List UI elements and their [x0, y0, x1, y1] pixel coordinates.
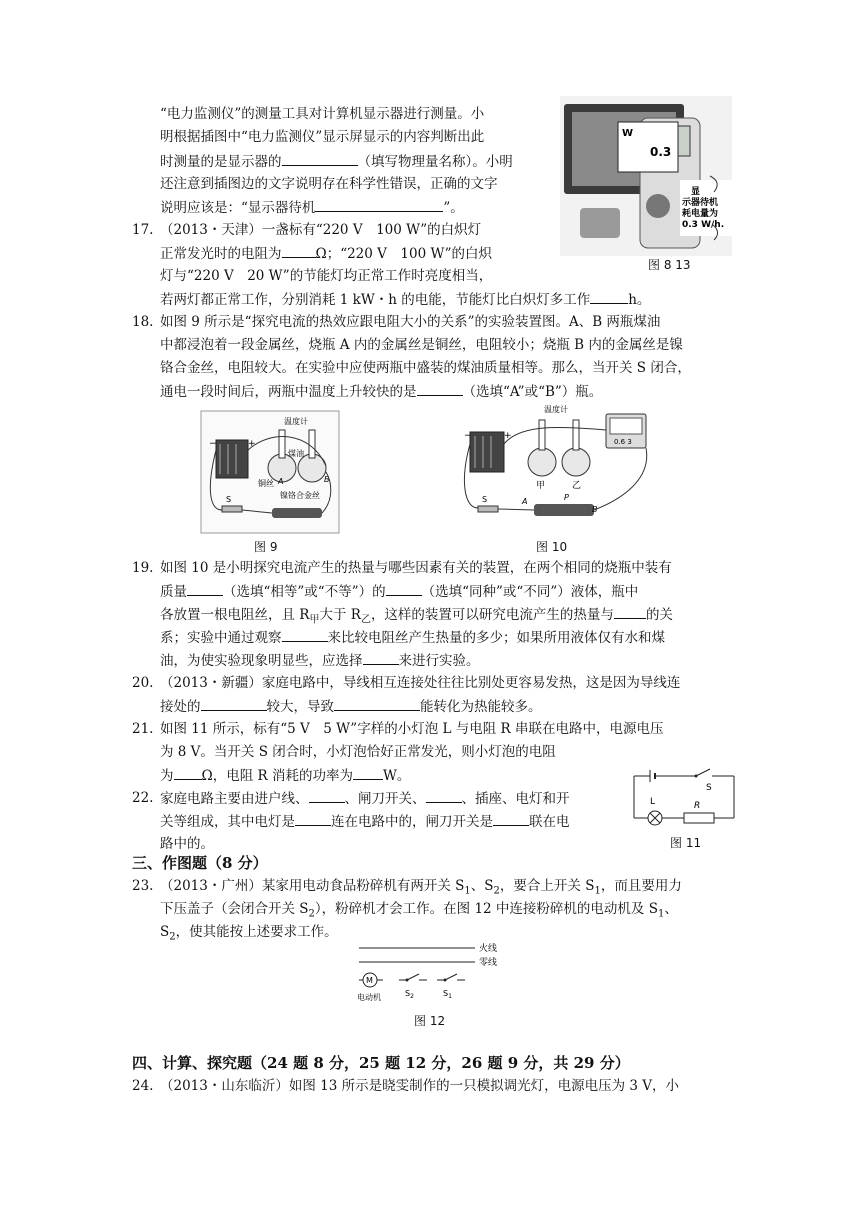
- q21-blank-2: [353, 765, 383, 780]
- q21-blank-1: [174, 765, 202, 780]
- q20-blank-2: [334, 696, 420, 711]
- fig9-nichrome-label: 镍铬合金丝: [280, 491, 320, 500]
- q17-text-b: Ω；“220 V 100 W”的白炽: [315, 246, 492, 262]
- q16-line-1: “电力监测仪”的测量工具对计算机显示器进行测量。小: [160, 106, 485, 122]
- svg-text:−: −: [464, 431, 472, 441]
- q17-text-d: h。: [628, 292, 651, 308]
- q23-sub-3: 1: [594, 885, 601, 897]
- q17-line-3: 灯与“220 V 20 W”的节能灯均正常工作时亮度相当，: [160, 268, 493, 284]
- q19-line-4: [160, 627, 665, 648]
- q17-blank-1: [282, 243, 316, 258]
- section-3-heading: 三、作图题（8 分）: [132, 854, 268, 872]
- fig8-reading: 0.3: [650, 145, 672, 159]
- q22-text-f: 联在电: [529, 814, 570, 830]
- fig11-label-l: L: [650, 797, 656, 807]
- fig10-label-a: A: [522, 497, 528, 506]
- fig12-motor-label: 电动机: [357, 993, 381, 1002]
- q23-sub-5: 1: [657, 908, 665, 920]
- q23-text-i: ，使其能按上述要求工作。: [175, 924, 338, 940]
- q19-text-k: 来进行实验。: [398, 653, 480, 669]
- q24-number: 24.: [132, 1078, 154, 1094]
- figure-8-illustration: [560, 96, 732, 256]
- q22-line-1: [160, 788, 570, 809]
- q22-blank-2: [426, 788, 462, 803]
- q18-line-2: 中都浸泡着一段金属丝，烧瓶 A 内的金属丝是铜丝，电阻较小；烧瓶 B 内的金属丝是镍: [160, 337, 683, 353]
- q23-text-f: ），粉碎机才会工作。在图 12 中连接粉碎机的电动机及 S: [314, 901, 658, 917]
- fig10-caption: 图 10: [536, 540, 568, 554]
- fig12-s1-label: S: [443, 989, 449, 998]
- fig9-label-a: A: [278, 477, 284, 486]
- q23-line-2: [160, 899, 678, 925]
- q23-text-c: ，要合上开关 S: [499, 878, 595, 894]
- svg-text:S2: [405, 989, 414, 1000]
- q19-text-g: 的关: [645, 607, 673, 623]
- figure-12-wiring: [355, 940, 515, 1004]
- q19-text-d: 各放置一根电阻丝，且 R: [160, 607, 310, 623]
- q21-line-2: 为 8 V。当开关 S 闭合时，小灯泡恰好正常发光，则小灯泡的电阻: [160, 744, 556, 760]
- fig9-label-s: S: [226, 495, 232, 504]
- q18-text-a: 通电一段时间后，两瓶中温度上升较快的是: [160, 384, 417, 400]
- q20-text-c: 能转化为热能较多。: [420, 699, 542, 715]
- q19-line-2: [160, 581, 638, 602]
- q16-blank-1: [282, 151, 358, 166]
- q20-blank-1: [201, 696, 267, 711]
- svg-text:+: +: [504, 431, 512, 441]
- fig10-yi-label: 乙: [572, 481, 582, 491]
- fig11-label-s: S: [706, 783, 712, 793]
- fig12-s1-sub: 1: [448, 993, 452, 1000]
- q22-text-c: 、插座、电灯和开: [461, 791, 570, 807]
- q23-sub-6: 2: [169, 931, 176, 943]
- svg-text:−: −: [209, 439, 217, 449]
- svg-text:S1: [443, 989, 452, 1000]
- q22-text-b: 、闸刀开关、: [344, 791, 426, 807]
- q18-blank-1: [417, 381, 463, 396]
- q16-line-4: 还注意到插图边的文字说明存在科学性错误，正确的文字: [160, 176, 498, 192]
- q22-blank-3: [295, 811, 331, 826]
- q20-number: 20.: [132, 675, 154, 691]
- q18-line-3: 铬合金丝，电阻较大。在实验中应使两瓶中盛装的煤油质量相等。那么，当开关 S 闭合，: [160, 360, 691, 376]
- q19-blank-3: [614, 604, 646, 619]
- q18-line-1: 如图 9 所示是“探究电流的热效应跟电阻大小的关系”的实验装置图。A、B 两瓶煤油: [160, 314, 661, 330]
- q23-text-g: 、: [664, 901, 678, 917]
- fig10-meter-scale: 0.6 3: [614, 438, 632, 446]
- q23-line-1: [160, 876, 682, 902]
- q19-blank-4: [282, 627, 328, 642]
- q19-blank-1: [187, 581, 223, 596]
- fig8-note-4: 0.3 W/h.: [682, 220, 725, 230]
- fig12-live-label: 火线: [479, 944, 498, 954]
- fig12-neutral-label: 零线: [479, 958, 498, 968]
- q22-line-3: 路中的。: [160, 836, 214, 852]
- q23-line-3: [160, 922, 338, 948]
- q19-sub-yi: 乙: [360, 614, 371, 626]
- q23-text-a: （2013・广州）某家用电动食品粉碎机有两开关 S: [160, 878, 465, 894]
- fig12-s2-label: S: [405, 989, 411, 998]
- q18-text-b: （选填“A”或“B”）瓶。: [462, 384, 603, 400]
- fig10-thermometer-label: 温度计: [544, 405, 568, 414]
- q23-sub-2: 2: [493, 885, 500, 897]
- q17-text-a: 正常发光时的电阻为: [160, 246, 282, 262]
- q21-line-3: [160, 765, 410, 786]
- fig8-unit: W: [622, 128, 634, 139]
- fig9-copper-label: 铜丝: [258, 479, 274, 488]
- q16-line-3: [160, 151, 513, 172]
- fig11-caption: 图 11: [670, 836, 702, 850]
- q23-sub-4: 2: [308, 908, 315, 920]
- q20-line-1: （2013・新疆）家庭电路中，导线相互连接处往往比别处更容易发热，这是因为导线连: [160, 675, 681, 691]
- q21-number: 21.: [132, 721, 154, 737]
- section-4-heading: 四、计算、探究题（24 题 8 分，25 题 12 分，26 题 9 分，共 29 分）: [132, 1054, 630, 1072]
- q22-number: 22.: [132, 790, 154, 806]
- fig10-jia-label: 甲: [536, 481, 546, 491]
- q17-line-1: （2013・天津）一盏标有“220 V 100 W”的白炽灯: [160, 222, 482, 238]
- q19-blank-2: [386, 581, 422, 596]
- q16-text-c: 说明应该是：“显示器待机: [160, 200, 316, 216]
- q19-text-b: （选填“相等”或“不等”）的: [223, 584, 386, 600]
- q17-line-2: [160, 243, 492, 264]
- fig10-label-b: B: [592, 505, 598, 514]
- q19-text-c: （选填“同种”或“不同”）液体，瓶中: [421, 584, 639, 600]
- q22-text-d: 关等组成，其中电灯是: [160, 814, 295, 830]
- q19-line-5: [160, 650, 480, 671]
- fig12-caption: 图 12: [414, 1014, 446, 1028]
- q23-text-e: 下压盖子（会闭合开关 S: [160, 901, 309, 917]
- q16-text-b: （填写物理量名称）。小明: [357, 154, 513, 170]
- q16-text-d: ”。: [443, 200, 464, 216]
- q16-blank-2: [315, 197, 443, 212]
- fig10-label-s: S: [482, 495, 488, 504]
- q19-text-f: ，这样的装置可以研究电流产生的热量与: [370, 607, 614, 623]
- fig8-note-2: 示器待机: [682, 198, 719, 208]
- q19-text-e: 大于 R: [319, 607, 361, 623]
- q23-text-b: 、S: [470, 878, 494, 894]
- q17-blank-2: [590, 289, 628, 304]
- q19-sub-jia: 甲: [309, 614, 320, 626]
- q21-text-b: Ω，电阻 R 消耗的功率为: [201, 768, 353, 784]
- q17-number: 17.: [132, 222, 154, 238]
- fig8-caption: 图 8 13: [648, 258, 691, 272]
- q21-line-1: 如图 11 所示，标有“5 V 5 W”字样的小灯泡 L 与电阻 R 串联在电路中，电源电压: [160, 721, 664, 737]
- fig8-note-3: 耗电量为: [682, 209, 719, 219]
- q20-line-2: [160, 696, 542, 717]
- q21-text-c: W。: [382, 768, 411, 784]
- q16-line-2: 明根据插图中“电力监测仪”显示屏显示的内容判断出此: [160, 129, 485, 145]
- q16-text-a: 时测量的是显示器的: [160, 154, 282, 170]
- q17-line-4: [160, 289, 650, 310]
- figure-9-diagram: [200, 410, 340, 534]
- q17-text-c: 若两灯都正常工作，分别消耗 1 kW・h 的电能，节能灯比白炽灯多工作: [160, 292, 591, 308]
- q19-text-a: 质量: [160, 584, 187, 600]
- svg-text:+: +: [248, 439, 256, 449]
- q19-number: 19.: [132, 560, 154, 576]
- q23-text-h: S: [160, 924, 170, 940]
- q19-text-i: 来比较电阻丝产生热量的多少；如果所用液体仅有水和煤: [327, 630, 665, 646]
- q19-text-j: 油，为使实验现象明显些，应选择: [160, 653, 363, 669]
- fig9-caption: 图 9: [254, 540, 278, 554]
- q22-blank-4: [493, 811, 529, 826]
- figure-10-diagram: [460, 400, 660, 534]
- q21-text-a: 为: [160, 768, 174, 784]
- fig9-thermometer-label: 温度计: [284, 417, 308, 426]
- q24-line-1: （2013・山东临沂）如图 13 所示是晓雯制作的一只模拟调光灯，电源电压为 3 V，小: [160, 1078, 680, 1094]
- q22-text-e: 连在电路中的，闸刀开关是: [331, 814, 493, 830]
- q19-line-1: 如图 10 是小明探究电流产生的热量与哪些因素有关的装置，在两个相同的烧瓶中装有: [160, 560, 672, 576]
- q16-line-5: [160, 197, 464, 218]
- fig12-motor-symbol: M: [366, 976, 373, 985]
- figure-11-circuit: [630, 766, 740, 828]
- fig10-label-p: P: [564, 493, 569, 502]
- q23-number: 23.: [132, 878, 154, 894]
- fig8-note-1: 显: [691, 187, 701, 197]
- fig9-label-b: B: [324, 475, 330, 484]
- q23-sub-1: 1: [464, 885, 471, 897]
- q19-blank-5: [363, 650, 399, 665]
- fig11-label-r: R: [694, 801, 701, 811]
- q23-text-d: ，而且要用力: [600, 878, 682, 894]
- q18-number: 18.: [132, 314, 154, 330]
- q22-line-2: [160, 811, 570, 832]
- q20-text-b: 较大，导致: [266, 699, 334, 715]
- q19-text-h: 系；实验中通过观察: [160, 630, 282, 646]
- fig9-kerosene-label: 煤油: [288, 449, 304, 458]
- q20-text-a: 接处的: [160, 699, 201, 715]
- q22-text-a: 家庭电路主要由进户线、: [160, 791, 309, 807]
- fig12-s2-sub: 2: [410, 993, 414, 1000]
- q22-blank-1: [309, 788, 345, 803]
- q18-line-4: [160, 381, 602, 402]
